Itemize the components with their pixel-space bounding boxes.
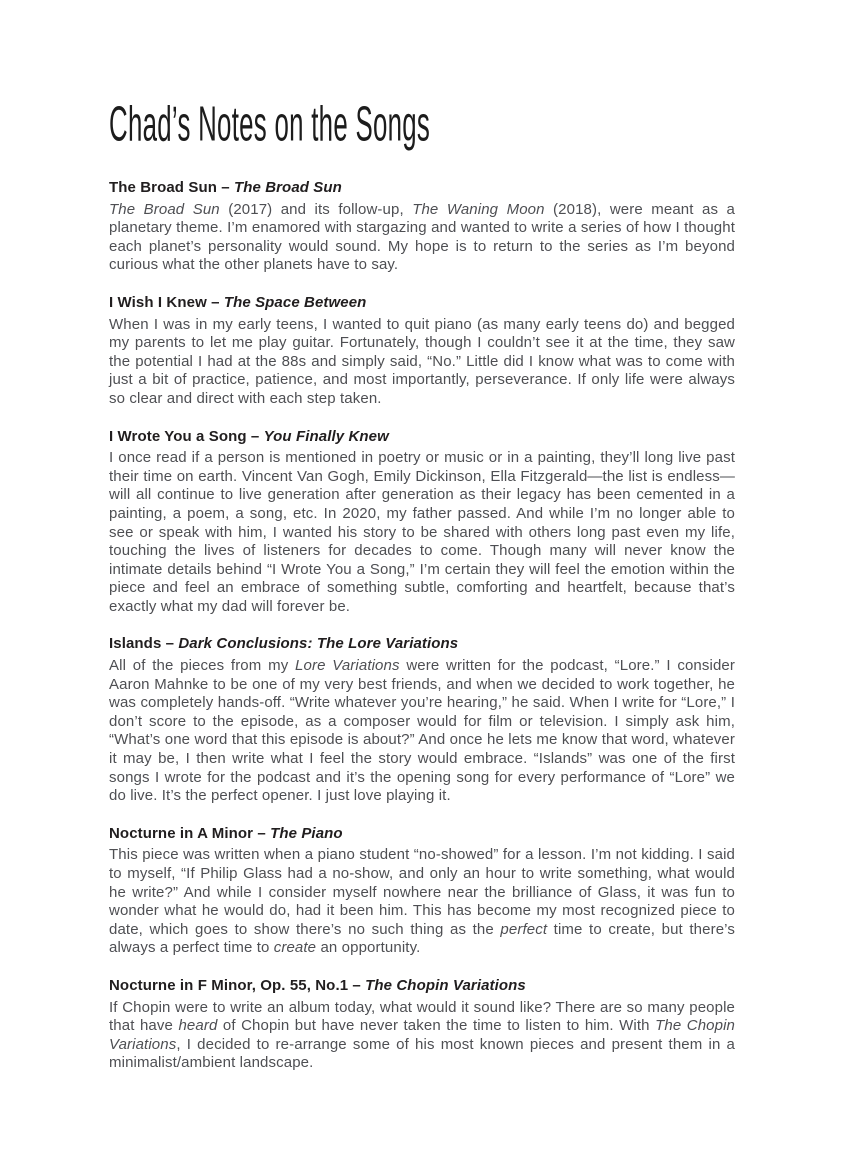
song-note (109, 657, 735, 806)
text-run: Nocturne in F Minor, Op. 55, No.1 – (109, 976, 366, 994)
text-run: , I decided to re-arrange some of his most known pieces and present them in a minimalist/ambient landscape. (109, 1035, 735, 1072)
song-note (109, 201, 735, 275)
song-heading (109, 977, 735, 996)
text-run: an opportunity. (316, 939, 421, 957)
text-run: Nocturne in A Minor – (109, 824, 271, 842)
text-run: The Piano (270, 824, 343, 842)
song-heading (109, 294, 735, 313)
song-note (109, 846, 735, 958)
text-run: (2018), were meant as a planetary theme. I’m enamored with stargazing and wanted to write a series of how I thought each planet’s personality would sound. My hope is to return to the series as I’m beyond curious what the other planets have to say. (109, 200, 735, 274)
song-note (109, 316, 735, 409)
text-run: The Broad Sun (109, 200, 220, 218)
text-run: Islands – (109, 635, 179, 653)
text-run: The Broad Sun – (109, 179, 234, 196)
text-run: were written for the podcast, “Lore.” I consider Aaron Mahnke to be one of my very best friends, and when we decided to work together, he was completely hands-off. “Write whatever you’re hearing,” he said. When I write for “Lore,” I don’t score to the episode, as a composer would for film or television. I simply ask him, “What’s one word that this episode is about?” And once he lets me know that word, whatever it may be, I then write what I feel the story would embrace. “Islands” was one of the first songs I wrote for the podcast and it’s the opening song for every performance of “Lore” we do live. It’s the perfect opener. I just love playing it. (109, 657, 735, 805)
sections (109, 179, 735, 1073)
text-run: heard (178, 1017, 218, 1035)
text-run: The Space Between (223, 293, 367, 311)
song-section (109, 977, 735, 1073)
song-heading (109, 825, 735, 844)
text-run: create (273, 939, 317, 957)
text-run: The Chopin Variations (109, 1017, 736, 1053)
text-run: If Chopin were to write an album today, what would it sound like? There are so many people that have (109, 998, 735, 1035)
song-heading (109, 635, 735, 654)
song-section (109, 294, 735, 409)
song-section (109, 635, 735, 805)
song-section (109, 428, 735, 617)
text-run: perfect (500, 920, 548, 938)
song-section (109, 825, 735, 958)
text-run: I Wish I Knew – (109, 293, 224, 311)
text-run: This piece was written when a piano student “no-showed” for a lesson. I’m not kidding. I said to myself, “If Philip Glass had a no-show, and only an hour to write something, what would he write?” And while I consider myself nowhere near the brilliance of Glass, it was fun to wonder what he would do, had it been him. This has become my most recognized piece to date, which goes to show there’s no such thing as the (109, 846, 735, 938)
text-run: (2017) and its follow-up, (219, 200, 413, 218)
page-title-text: Chad’s Notes on the Songs (109, 95, 431, 151)
song-note (109, 449, 735, 616)
text-run: I Wrote You a Song – (109, 427, 264, 445)
text-run: You Finally Knew (263, 427, 389, 445)
text-run: All of the pieces from my (109, 657, 296, 675)
text-run: When I was in my early teens, I wanted to quit piano (as many early teens do) and begged my parents to let me play guitar. Fortunately, though I couldn’t see it at the time, they saw the potential I had at the 88s and simply said, “No.” Little did I know what was to come with just a bit of practice, patience, and most importantly, perseverance. If only life were always so clear and direct with each step taken. (109, 315, 735, 407)
text-run: Lore Variations (295, 657, 400, 675)
text-run: Dark Conclusions: The Lore Variations (178, 635, 459, 653)
text-run: The Broad Sun (233, 179, 342, 196)
text-run: of Chopin but have never taken the time to listen to him. With (217, 1017, 656, 1035)
song-heading (109, 179, 735, 198)
song-section (109, 179, 735, 275)
text-run: The Waning Moon (412, 200, 545, 218)
text-run: The Chopin Variations (365, 976, 526, 994)
song-note (109, 999, 735, 1073)
page-title (109, 96, 735, 151)
song-heading (109, 428, 735, 447)
text-run: time to create, but there’s always a perfect time to (109, 920, 735, 957)
text-run: I once read if a person is mentioned in poetry or music or in a painting, they’ll long live past their time on earth. Vincent Van Gogh, Emily Dickinson, Ella Fitzgerald—the list is endless—will all continue to live generation after generation as their legacy has been cemented in a painting, a poem, a song, etc. In 2020, my father passed. And while I’m no longer able to see or speak with him, I wanted his story to be shared with others long past even my life, touching the lives of listeners for decades to come. Though many will never know the intimate details behind “I Wrote You a Song,” I’m certain they will feel the emotion within the piece and feel an embrace of something subtle, comforting and heartfelt, because that’s exactly what my dad will forever be. (109, 449, 735, 615)
